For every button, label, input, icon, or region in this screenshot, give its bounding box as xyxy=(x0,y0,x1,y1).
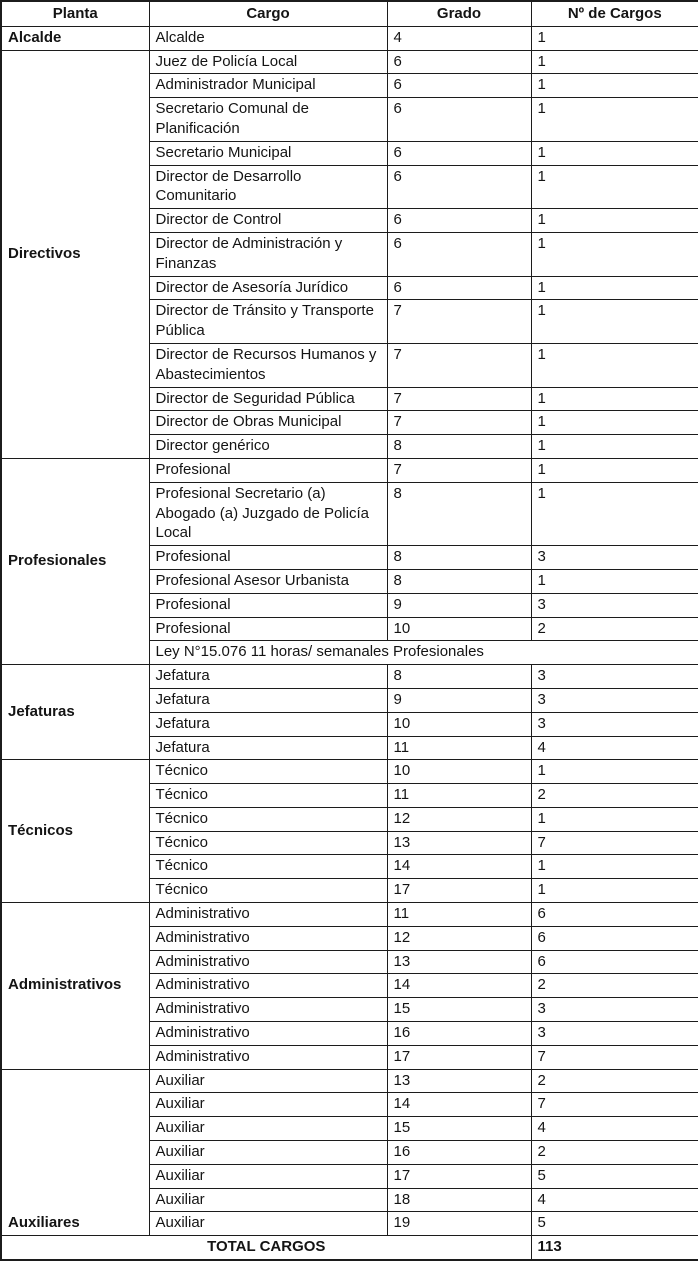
cargo-cell: Director de Desarrollo Comunitario xyxy=(149,165,387,209)
num-cargos-cell: 1 xyxy=(531,276,698,300)
grado-cell: 13 xyxy=(387,950,531,974)
grado-cell: 9 xyxy=(387,688,531,712)
cargo-cell: Auxiliar xyxy=(149,1141,387,1165)
num-cargos-cell: 1 xyxy=(531,343,698,387)
num-cargos-cell: 3 xyxy=(531,665,698,689)
grado-cell: 14 xyxy=(387,1093,531,1117)
cargo-cell: Director de Seguridad Pública xyxy=(149,387,387,411)
cargo-cell: Administrativo xyxy=(149,903,387,927)
cargo-cell: Auxiliar xyxy=(149,1164,387,1188)
grado-cell: 8 xyxy=(387,435,531,459)
num-cargos-cell: 1 xyxy=(531,435,698,459)
num-cargos-cell: 1 xyxy=(531,300,698,344)
cargo-cell: Profesional xyxy=(149,593,387,617)
num-cargos-cell: 5 xyxy=(531,1212,698,1236)
header-planta: Planta xyxy=(1,1,149,26)
grado-cell: 17 xyxy=(387,1164,531,1188)
num-cargos-cell: 1 xyxy=(531,74,698,98)
num-cargos-cell: 3 xyxy=(531,593,698,617)
cargo-cell: Director genérico xyxy=(149,435,387,459)
planta-cell: Directivos xyxy=(1,50,149,458)
table-row xyxy=(1,1069,698,1093)
total-label: TOTAL CARGOS xyxy=(1,1236,531,1260)
table-row xyxy=(1,903,698,927)
grado-cell: 6 xyxy=(387,232,531,276)
grado-cell: 6 xyxy=(387,165,531,209)
cargo-cell: Director de Obras Municipal xyxy=(149,411,387,435)
grado-cell: 16 xyxy=(387,1022,531,1046)
grado-cell: 19 xyxy=(387,1212,531,1236)
num-cargos-cell: 1 xyxy=(531,26,698,50)
cargo-cell: Director de Asesoría Jurídico xyxy=(149,276,387,300)
cargo-cell: Juez de Policía Local xyxy=(149,50,387,74)
grado-cell: 4 xyxy=(387,26,531,50)
planta-cell: Jefaturas xyxy=(1,665,149,760)
num-cargos-cell: 1 xyxy=(531,141,698,165)
cargo-cell: Director de Control xyxy=(149,209,387,233)
cargo-cell: Director de Recursos Humanos y Abastecimientos xyxy=(149,343,387,387)
cargo-cell: Secretario Comunal de Planificación xyxy=(149,98,387,142)
num-cargos-cell: 4 xyxy=(531,1188,698,1212)
grado-cell: 7 xyxy=(387,387,531,411)
table-row xyxy=(1,458,698,482)
num-cargos-cell: 1 xyxy=(531,569,698,593)
grado-cell: 17 xyxy=(387,1045,531,1069)
total-row xyxy=(1,1236,698,1260)
cargo-cell: Auxiliar xyxy=(149,1188,387,1212)
grado-cell: 8 xyxy=(387,546,531,570)
num-cargos-cell: 6 xyxy=(531,903,698,927)
grado-cell: 8 xyxy=(387,569,531,593)
grado-cell: 18 xyxy=(387,1188,531,1212)
grado-cell: 12 xyxy=(387,926,531,950)
grado-cell: 6 xyxy=(387,141,531,165)
table-row xyxy=(1,760,698,784)
grado-cell: 14 xyxy=(387,855,531,879)
total-value: 113 xyxy=(531,1236,698,1260)
num-cargos-cell: 1 xyxy=(531,165,698,209)
cargo-cell: Auxiliar xyxy=(149,1093,387,1117)
cargo-cell: Profesional xyxy=(149,617,387,641)
grado-cell: 6 xyxy=(387,50,531,74)
num-cargos-cell: 1 xyxy=(531,855,698,879)
num-cargos-cell: 3 xyxy=(531,712,698,736)
grado-cell: 15 xyxy=(387,998,531,1022)
cargo-cell: Jefatura xyxy=(149,688,387,712)
num-cargos-cell: 1 xyxy=(531,807,698,831)
cargo-cell: Administrativo xyxy=(149,974,387,998)
grado-cell: 8 xyxy=(387,482,531,545)
planta-cell: Profesionales xyxy=(1,458,149,664)
planta-cell: Alcalde xyxy=(1,26,149,50)
num-cargos-cell: 4 xyxy=(531,1117,698,1141)
num-cargos-cell: 1 xyxy=(531,98,698,142)
grado-cell: 7 xyxy=(387,300,531,344)
grado-cell: 15 xyxy=(387,1117,531,1141)
table-row xyxy=(1,26,698,50)
cargo-cell: Administrativo xyxy=(149,1022,387,1046)
header-row xyxy=(1,1,698,26)
grado-cell: 13 xyxy=(387,831,531,855)
num-cargos-cell: 5 xyxy=(531,1164,698,1188)
grado-cell: 14 xyxy=(387,974,531,998)
grado-cell: 16 xyxy=(387,1141,531,1165)
header-cargo: Cargo xyxy=(149,1,387,26)
cargo-cell: Profesional xyxy=(149,458,387,482)
num-cargos-cell: 1 xyxy=(531,482,698,545)
cargo-cell: Técnico xyxy=(149,760,387,784)
cargo-cell: Jefatura xyxy=(149,712,387,736)
planta-cell: Auxiliares xyxy=(1,1069,149,1236)
num-cargos-cell: 3 xyxy=(531,546,698,570)
num-cargos-cell: 2 xyxy=(531,974,698,998)
cargo-cell: Jefatura xyxy=(149,736,387,760)
cargo-cell: Director de Administración y Finanzas xyxy=(149,232,387,276)
planta-cell: Administrativos xyxy=(1,903,149,1070)
cargo-cell: Auxiliar xyxy=(149,1069,387,1093)
num-cargos-cell: 2 xyxy=(531,784,698,808)
table-body xyxy=(1,26,698,1235)
cargo-span-cell: Ley N°15.076 11 horas/ semanales Profesionales xyxy=(149,641,698,665)
grado-cell: 12 xyxy=(387,807,531,831)
cargo-cell: Administrador Municipal xyxy=(149,74,387,98)
cargo-cell: Técnico xyxy=(149,879,387,903)
num-cargos-cell: 3 xyxy=(531,688,698,712)
cargo-cell: Profesional Asesor Urbanista xyxy=(149,569,387,593)
num-cargos-cell: 1 xyxy=(531,458,698,482)
num-cargos-cell: 3 xyxy=(531,998,698,1022)
grado-cell: 7 xyxy=(387,343,531,387)
cargo-cell: Jefatura xyxy=(149,665,387,689)
table-row xyxy=(1,665,698,689)
num-cargos-cell: 3 xyxy=(531,1022,698,1046)
cargo-cell: Administrativo xyxy=(149,998,387,1022)
grado-cell: 10 xyxy=(387,712,531,736)
num-cargos-cell: 1 xyxy=(531,879,698,903)
grado-cell: 11 xyxy=(387,784,531,808)
grado-cell: 10 xyxy=(387,617,531,641)
num-cargos-cell: 1 xyxy=(531,387,698,411)
cargo-cell: Técnico xyxy=(149,855,387,879)
num-cargos-cell: 6 xyxy=(531,950,698,974)
table-row xyxy=(1,50,698,74)
cargo-cell: Profesional xyxy=(149,546,387,570)
num-cargos-cell: 4 xyxy=(531,736,698,760)
grado-cell: 7 xyxy=(387,458,531,482)
grado-cell: 6 xyxy=(387,98,531,142)
num-cargos-cell: 7 xyxy=(531,1045,698,1069)
num-cargos-cell: 1 xyxy=(531,232,698,276)
grado-cell: 6 xyxy=(387,276,531,300)
grado-cell: 9 xyxy=(387,593,531,617)
cargo-cell: Técnico xyxy=(149,807,387,831)
num-cargos-cell: 1 xyxy=(531,760,698,784)
cargo-cell: Administrativo xyxy=(149,950,387,974)
num-cargos-cell: 2 xyxy=(531,1141,698,1165)
planta-cell: Técnicos xyxy=(1,760,149,903)
header-grado: Grado xyxy=(387,1,531,26)
num-cargos-cell: 1 xyxy=(531,209,698,233)
cargo-cell: Profesional Secretario (a) Abogado (a) Juzgado de Policía Local xyxy=(149,482,387,545)
grado-cell: 7 xyxy=(387,411,531,435)
grado-cell: 13 xyxy=(387,1069,531,1093)
num-cargos-cell: 7 xyxy=(531,1093,698,1117)
cargo-cell: Alcalde xyxy=(149,26,387,50)
grado-cell: 10 xyxy=(387,760,531,784)
num-cargos-cell: 1 xyxy=(531,50,698,74)
grado-cell: 11 xyxy=(387,736,531,760)
grado-cell: 11 xyxy=(387,903,531,927)
cargo-cell: Administrativo xyxy=(149,1045,387,1069)
cargo-cell: Secretario Municipal xyxy=(149,141,387,165)
cargo-cell: Administrativo xyxy=(149,926,387,950)
header-num-cargos: Nº de Cargos xyxy=(531,1,698,26)
cargo-cell: Director de Tránsito y Transporte Pública xyxy=(149,300,387,344)
num-cargos-cell: 1 xyxy=(531,411,698,435)
num-cargos-cell: 6 xyxy=(531,926,698,950)
num-cargos-cell: 7 xyxy=(531,831,698,855)
grado-cell: 6 xyxy=(387,74,531,98)
grado-cell: 17 xyxy=(387,879,531,903)
num-cargos-cell: 2 xyxy=(531,1069,698,1093)
grado-cell: 8 xyxy=(387,665,531,689)
num-cargos-cell: 2 xyxy=(531,617,698,641)
cargo-cell: Técnico xyxy=(149,784,387,808)
cargo-cell: Técnico xyxy=(149,831,387,855)
cargo-cell: Auxiliar xyxy=(149,1117,387,1141)
cargo-cell: Auxiliar xyxy=(149,1212,387,1236)
grado-cell: 6 xyxy=(387,209,531,233)
